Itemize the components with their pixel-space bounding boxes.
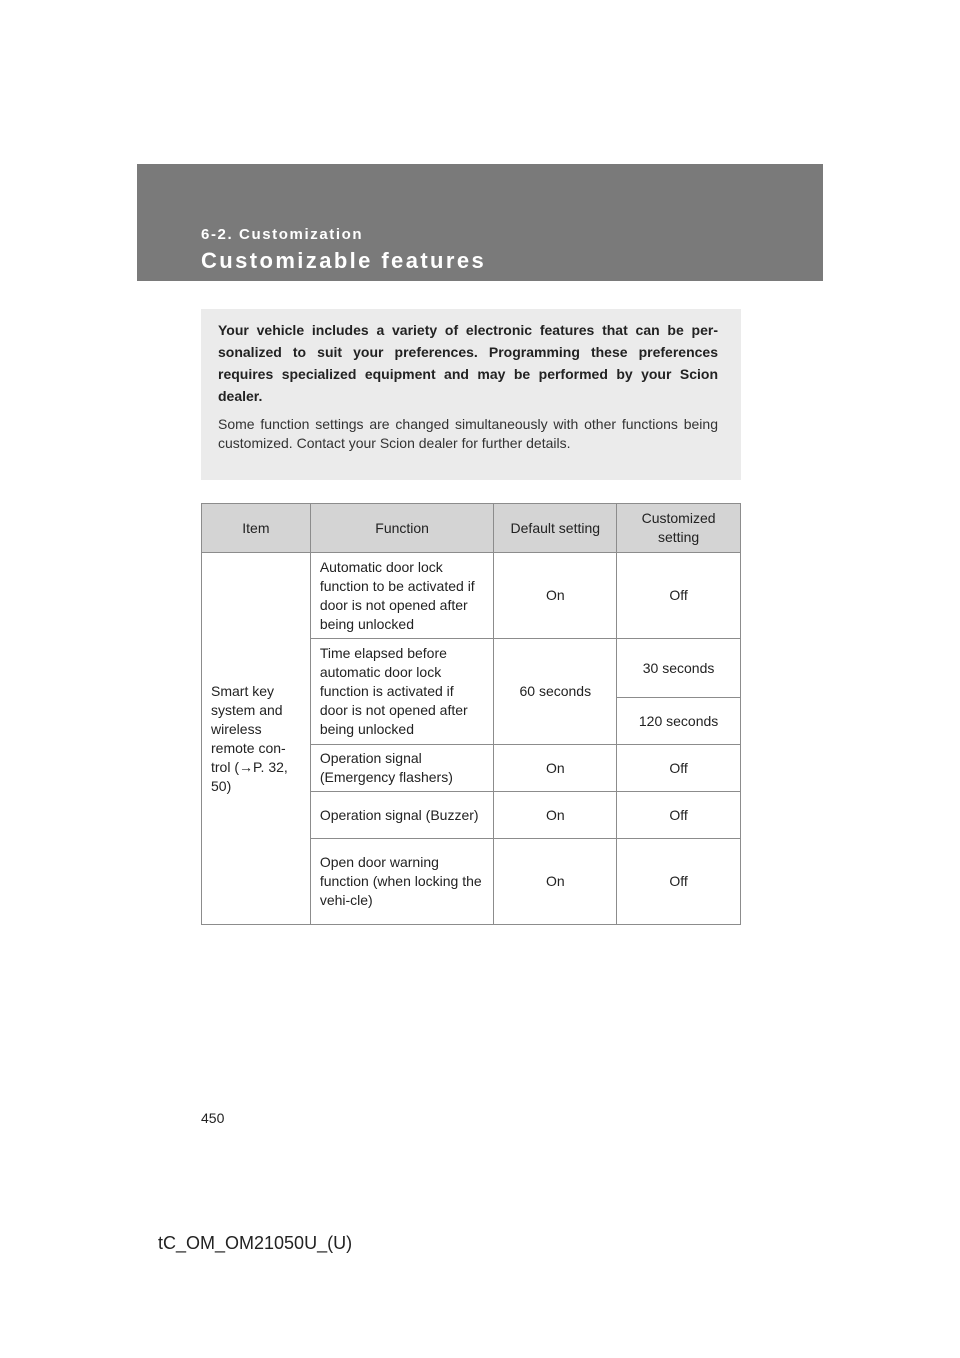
section-label: 6-2. Customization [201, 226, 364, 243]
function-cell: Operation signal (Buzzer) [310, 792, 494, 839]
default-cell: On [494, 792, 617, 839]
customized-cell: 30 seconds [617, 639, 741, 698]
page-title: Customizable features [201, 248, 487, 273]
header-item: Item [202, 504, 311, 553]
customized-cell: 120 seconds [617, 698, 741, 745]
header-customized-setting: Customized setting [617, 504, 741, 553]
header-default-setting: Default setting [494, 504, 617, 553]
page-number: 450 [201, 1110, 225, 1126]
default-cell: On [494, 839, 617, 925]
customized-cell: Off [617, 745, 741, 792]
customized-cell: Off [617, 792, 741, 839]
header-band [137, 164, 823, 281]
customization-table [201, 503, 741, 925]
intro-bold-text: Your vehicle includes a variety of electronic features that can be per-sonalized to suit your preferences. Programming these preferences requires specialized equipment and may be performed by your Scion dealer. [218, 322, 718, 404]
function-cell: Operation signal (Emergency flashers) [310, 745, 494, 792]
header-function: Function [310, 504, 494, 553]
table-header-row [202, 504, 741, 553]
default-cell: 60 seconds [494, 639, 617, 745]
intro-box [201, 309, 741, 480]
function-cell: Automatic door lock function to be activated if door is not opened after being unlocked [310, 553, 494, 639]
table-row [202, 553, 741, 639]
default-cell: On [494, 553, 617, 639]
intro-note-text: Some function settings are changed simultaneously with other functions being customized. Contact your Scion dealer for further details. [218, 416, 718, 451]
document-code: tC_OM_OM21050U_(U) [158, 1233, 353, 1253]
item-cell: Smart key system and wireless remote con-trol (→P. 32, 50) [202, 553, 311, 925]
default-cell: On [494, 745, 617, 792]
customized-cell: Off [617, 553, 741, 639]
customized-cell: Off [617, 839, 741, 925]
function-cell: Time elapsed before automatic door lock function is activated if door is not opened after being unlocked [310, 639, 494, 745]
function-cell: Open door warning function (when locking the vehi-cle) [310, 839, 494, 925]
